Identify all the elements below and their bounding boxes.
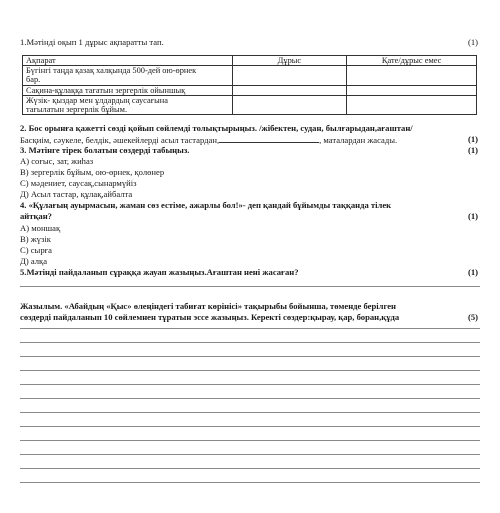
table-cell-correct[interactable] <box>232 95 347 114</box>
writing-prompt-line2 <box>20 313 478 323</box>
task4-question-text: айтқан? <box>20 212 52 221</box>
essay-answer-line[interactable] <box>20 356 480 357</box>
task2-sentence-part2: , маталардан жасады. <box>319 135 398 145</box>
essay-answer-line[interactable] <box>20 398 480 399</box>
essay-answer-line[interactable] <box>20 342 480 343</box>
task4-option-a[interactable] <box>20 224 478 234</box>
info-table-header-info: Ақпарат <box>23 56 233 66</box>
task2-points: (1) <box>467 134 478 144</box>
task1-question-text: 1.Мәтінді оқып 1 дұрыс ақпаратты тап. <box>20 38 164 47</box>
task5-question-text: 5.Мәтінді пайдаланып сұраққа жауап жазыңыз.Ағаштан нені жасаған? <box>20 268 299 277</box>
essay-answer-line[interactable] <box>20 328 480 329</box>
task2-sentence <box>20 135 478 146</box>
task4-option-c[interactable] <box>20 246 478 256</box>
table-row <box>23 95 477 114</box>
option-text: В) жүзік <box>20 235 51 244</box>
table-cell-incorrect[interactable] <box>347 95 477 114</box>
task4-question-text: 4. «Құлағың ауырмасын, жаман сөз естіме, ажарлы бол!»- деп қандай бұйымды таққанда тілек <box>20 201 392 210</box>
table-row <box>23 66 477 85</box>
table-cell-correct[interactable] <box>232 66 347 85</box>
writing-prompt-text: Жазылым. «Абайдың «Қыс» өлеңіндегі табиғат көрінісі» тақырыбы бойынша, төменде берілген <box>20 302 396 311</box>
task5-answer-line[interactable] <box>20 286 480 287</box>
essay-answer-line[interactable] <box>20 440 480 441</box>
table-cell-correct[interactable] <box>232 85 347 95</box>
task2-question-text: 2. Бос орынға қажетті сөзді қойып сөйлемді толықтырыңыз. /жібектен, судан, былғарыдан,ағаштан/ <box>20 124 413 133</box>
essay-answer-line[interactable] <box>20 370 480 371</box>
table-cell-line: Бүгінгі таңда қазақ халқында 500-дей ою-өрнек <box>26 66 197 76</box>
option-text: А) соғыс, зат, жиһаз <box>20 157 94 166</box>
task4-option-d[interactable] <box>20 257 478 267</box>
task3-option-b[interactable] <box>20 168 478 178</box>
task4-question-line2 <box>20 212 478 222</box>
task5-question <box>20 268 478 278</box>
task4-question-line1 <box>20 201 478 211</box>
essay-answer-line[interactable] <box>20 412 480 413</box>
task2-question <box>20 124 478 134</box>
essay-answer-line[interactable] <box>20 454 480 455</box>
table-cell-incorrect[interactable] <box>347 66 477 85</box>
table-cell-line: Жүзік- қыздар мен ұлдардың саусағына <box>26 95 168 105</box>
table-cell-incorrect[interactable] <box>347 85 477 95</box>
table-cell-info <box>23 95 233 114</box>
task3-option-c[interactable] <box>20 179 478 189</box>
essay-answer-line[interactable] <box>20 384 480 385</box>
essay-answer-line[interactable] <box>20 468 480 469</box>
writing-prompt-text: сөздерді пайдаланып 10 сөйлемнен тұратын эссе жазыңыз. Керекті сөздер:қырау, қар, боран,құда <box>20 313 400 322</box>
task3-points: (1) <box>467 145 478 155</box>
option-text: Д) алқа <box>20 257 48 266</box>
task1-question <box>20 38 478 48</box>
task3-question <box>20 146 478 156</box>
table-cell-info <box>23 85 233 95</box>
task3-option-a[interactable] <box>20 157 478 167</box>
option-text: В) зергерлік бұйым, ою-өрнек, қолөнер <box>20 168 165 177</box>
task2-sentence-part1: Басқиім, сәукеле, белдік, әшекейлерді асыл тастардан, <box>20 135 220 145</box>
task2-blank-field[interactable] <box>219 135 319 143</box>
option-text: С) мәдениет, саусақ,сынармүйіз <box>20 179 137 188</box>
option-text: Д) Асыл тастар, құлақ,айбалта <box>20 190 133 199</box>
task5-points: (1) <box>467 267 478 277</box>
option-text: А) моншақ <box>20 224 61 233</box>
table-cell-line: Сақина-құлаққа тағатын зергерлік ойыншық <box>26 85 186 95</box>
essay-answer-line[interactable] <box>20 482 480 483</box>
writing-prompt-line1 <box>20 302 478 312</box>
table-cell-line: бар. <box>26 75 41 85</box>
task1-points: (1) <box>467 37 478 47</box>
task3-question-text: 3. Мәтінге тірек болатын сөздерді табыңыз. <box>20 146 190 155</box>
task4-points: (1) <box>467 211 478 221</box>
info-table-header-correct: Дұрыс <box>232 56 347 66</box>
essay-answer-line[interactable] <box>20 426 480 427</box>
info-table-header-incorrect: Қате/дұрыс емес <box>347 56 477 66</box>
option-text: С) сырға <box>20 246 52 255</box>
info-table-header-row <box>23 56 477 66</box>
task4-option-b[interactable] <box>20 235 478 245</box>
table-cell-line: тағылатын зергерлік бұйым. <box>26 105 128 115</box>
table-cell-info <box>23 66 233 85</box>
writing-points: (5) <box>467 312 478 322</box>
table-row <box>23 85 477 95</box>
info-table <box>22 55 477 115</box>
task3-option-d[interactable] <box>20 190 478 200</box>
